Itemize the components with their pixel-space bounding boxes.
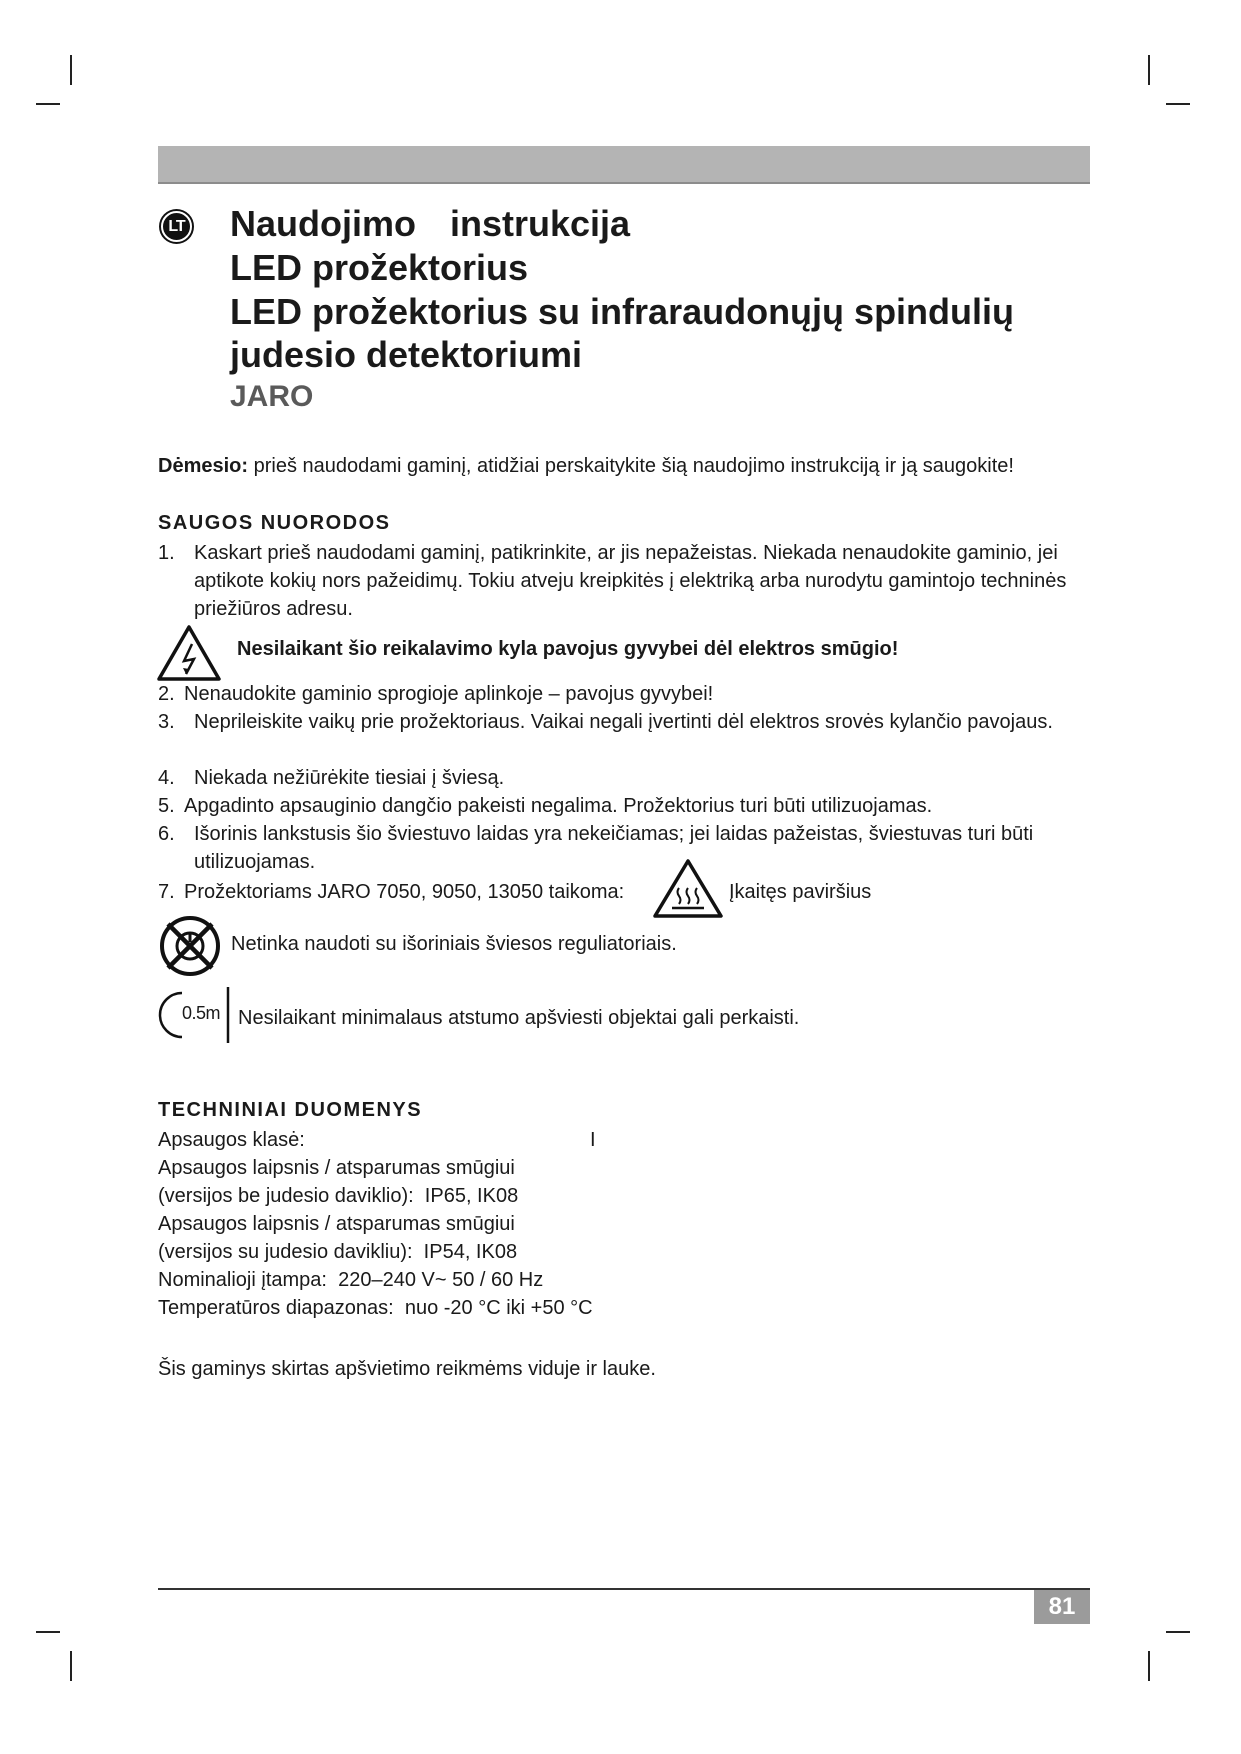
tech-row-ip-no-sensor-2: (versijos be judesio daviklio): IP65, IK08 [158,1185,519,1207]
safety-heading: SAUGOS NUORODOS [158,512,391,534]
page-number: 81 [1034,1590,1090,1624]
crop-mark [36,103,60,105]
crop-mark [70,55,72,85]
title-line-2: LED prožektorius [230,247,529,288]
model-name: JARO [230,380,314,413]
crop-mark [36,1631,60,1633]
electric-shock-warning-text: Nesilaikant šio reikalavimo kyla pavojus gyvybei dėl elektros smūgio! [237,638,899,660]
tech-heading: TECHNINIAI DUOMENYS [158,1099,423,1121]
list-item: 1. Kaskart prieš naudodami gaminį, patikrinkite, ar jis nepažeistas. Niekada nenaudokite gaminio, jei aptikote kokių nors pažeidimų. Tokiu atveju kreipkitės į elektriką arba nurodytu gamintojo techninės priežiūros adresu. [158,542,1067,620]
tech-row-temperature: Temperatūros diapazonas: nuo -20 °C iki +50 °C [158,1297,593,1319]
tech-value-class: I [590,1129,596,1151]
attention-note: Dėmesio: prieš naudodami gaminį, atidžiai perskaitykite šią naudojimo instrukciją ir ją saugokite! [158,455,1014,477]
tech-row-ip-sensor-1: Apsaugos laipsnis / atsparumas smūgiui [158,1213,515,1235]
tech-row-ip-sensor-2: (versijos su judesio davikliu): IP54, IK08 [158,1241,518,1263]
footer-divider [158,1588,1090,1590]
no-dimmer-icon [158,914,222,978]
electric-shock-warning-icon [156,624,222,682]
title-line-4: judesio detektoriumi [230,334,583,375]
tech-row-ip-no-sensor-1: Apsaugos laipsnis / atsparumas smūgiui [158,1157,515,1179]
minimum-distance-label: 0.5m [182,1003,221,1023]
language-badge: LT [159,209,194,244]
crop-mark [1166,103,1190,105]
crop-mark [1148,1651,1150,1681]
crop-mark [1148,55,1150,85]
tech-row-voltage: Nominalioji įtampa: 220–240 V~ 50 / 60 Hz [158,1269,544,1291]
no-dimmer-text: Netinka naudoti su išoriniais šviesos reguliatoriais. [231,933,677,955]
title-line-1: Naudojimo instrukcija [230,203,631,244]
hot-surface-text: Įkaitęs paviršius [729,881,872,903]
crop-mark [1166,1631,1190,1633]
header-bar [158,146,1090,184]
hot-surface-warning-icon [652,858,724,920]
minimum-distance-text: Nesilaikant minimalaus atstumo apšviesti objektai gali perkaisti. [238,1007,800,1029]
title-line-3: LED prožektorius su infraraudonųjų spindulių [230,291,1015,332]
minimum-distance-icon [156,985,230,1045]
usage-note: Šis gaminys skirtas apšvietimo reikmėms viduje ir lauke. [158,1358,656,1380]
crop-mark [70,1651,72,1681]
tech-row-class: Apsaugos klasė: [158,1129,305,1151]
